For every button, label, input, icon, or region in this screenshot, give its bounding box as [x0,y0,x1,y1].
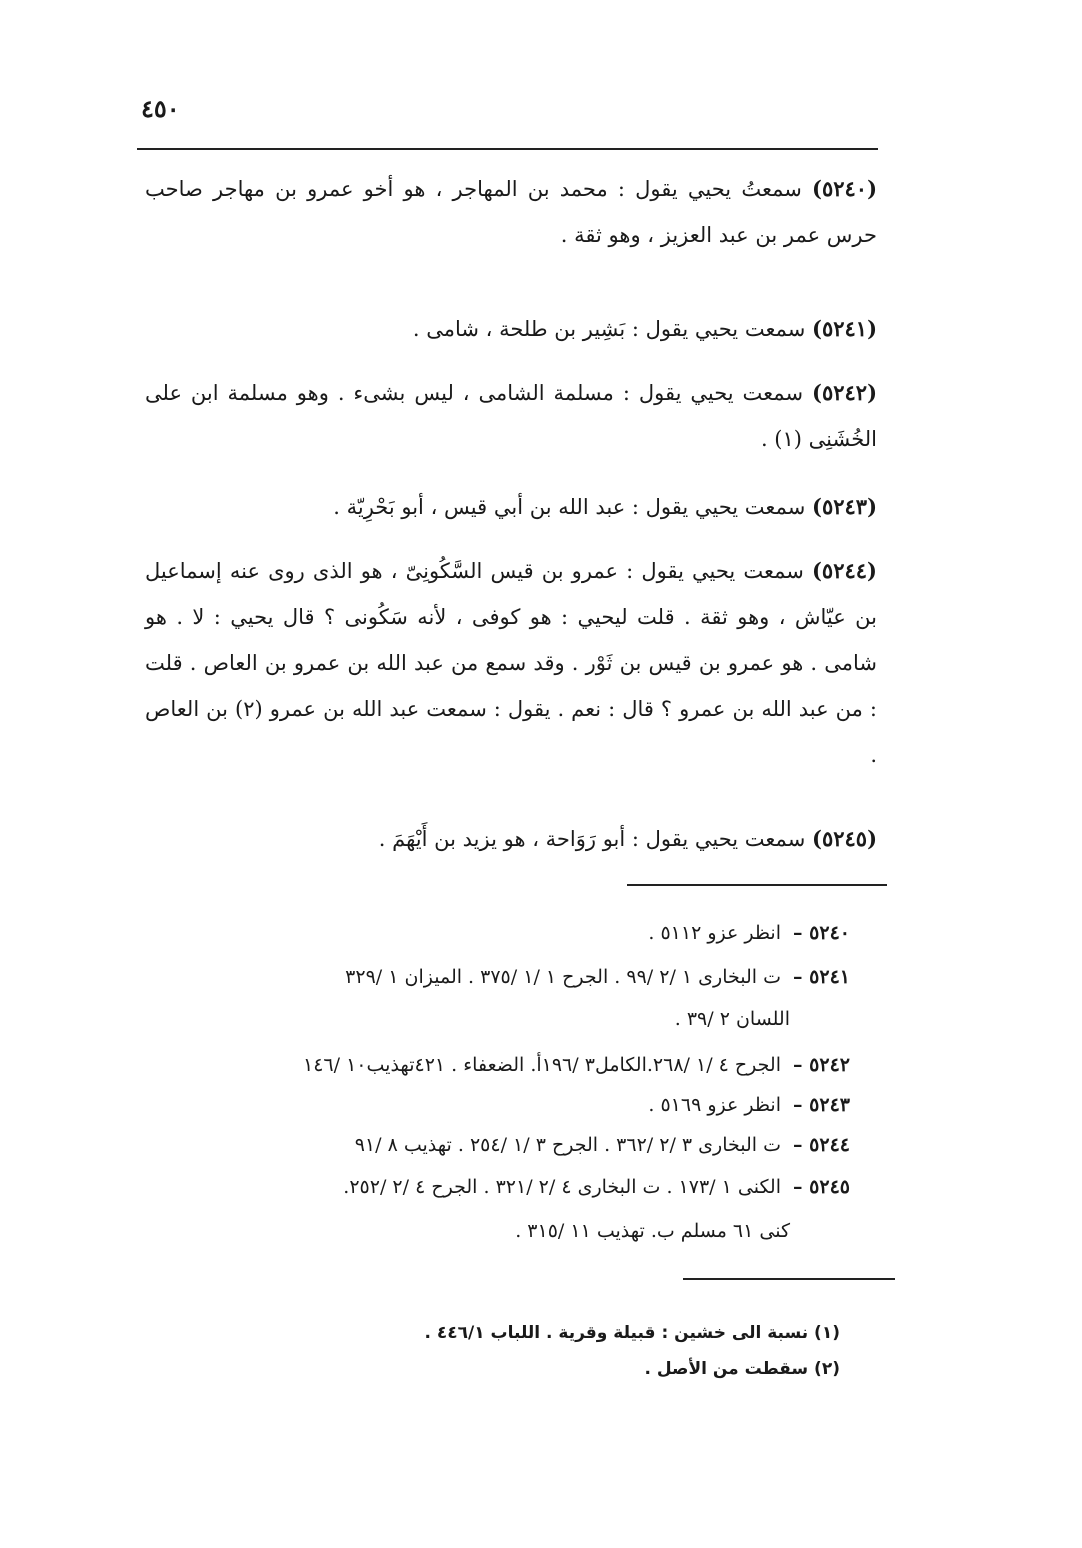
reference-5245 [150,1166,850,1208]
entry-5241 [145,306,877,352]
entry-number: (٥٢٤١) [812,316,877,341]
reference-5244 [150,1124,850,1166]
entry-number: (٥٢٤٠) [812,176,877,201]
entry-text: سمعتُ يحيي يقول : محمد بن المهاجر ، هو أخو عمرو بن مهاجر صاحب حرس عمر بن عبد العزيز ، وهو ثقة . [145,177,877,247]
footnote-2: (٢) سقطت من الأصل . [644,1359,840,1379]
entry-text: سمعت يحيي يقول : مسلمة الشامى ، ليس بشىء . وهو مسلمة ابن على الخُشَنِى (١) . [145,381,877,451]
entry-number: (٥٢٤٥) [812,826,877,851]
reference-text: انظر عزو ٥١٦٩ . [648,1094,781,1116]
entry-text: سمعت يحيي يقول : أبو رَوَاحة ، هو يزيد بن أَيْهَمَ . [378,827,806,851]
entry-5244 [145,548,877,778]
reference-5242 [150,1044,850,1086]
entry-5245 [145,816,877,862]
reference-number: ٥٢٤٠ – [793,922,850,944]
reference-5243 [150,1084,850,1126]
entry-5240 [145,166,877,258]
reference-text: الجرح ٤ /١ /٢٦٨.الكامل٣ /١٩٦أ. الضعفاء . ٤٢١تهذيب١٠ /١٤٦ [303,1054,781,1076]
reference-5241 [150,956,850,998]
reference-text: الكنى ١ /١٧٣ . ت البخارى ٤ /٢ /٣٢١ . الجرح ٤ /٢ /٢٥٢. [343,1176,781,1198]
reference-number: ٥٢٤٤ – [793,1134,850,1156]
reference-text: ت البخارى ٣ /٢ /٣٦٢ . الجرح ٣ /١ /٢٥٤ . تهذيب ٨ /٩١ [354,1134,781,1156]
reference-5245-continuation: كنى ٦١ مسلم ب. تهذيب ١١ /٣١٥ . [515,1220,790,1242]
footnote-1: (١) نسبة الى خشين : قبيلة وقرية . اللباب ٤٤٦/١ . [424,1323,840,1343]
reference-number: ٥٢٤١ – [793,966,850,988]
entry-text: سمعت يحيي يقول : عمرو بن قيس السَّكُونِىّ ، هو الذى روى عنه إسماعيل بن عيّاش ، وهو ثقة . قلت ليحيي : هو كوفى ، لأنه سَكُونى ؟ قال يحيي : لا . هو شامى . هو عمرو بن قيس بن ثَوْر . وقد سمع من عبد الله بن عمرو بن العاص . قلت : من عبد الله بن عمرو ؟ قال : نعم . يقول : سمعت عبد الله بن عمرو (٢) بن العاص . [145,559,877,767]
reference-text: انظر عزو ٥١١٢ . [648,922,781,944]
footnote-divider [683,1278,895,1280]
entry-text: سمعت يحيي يقول : عبد الله بن أبي قيس ، أبو بَحْرِيّة . [333,495,806,519]
entry-number: (٥٢٤٢) [812,380,877,405]
entry-5243 [145,484,877,530]
reference-number: ٥٢٤٣ – [793,1094,850,1116]
reference-number: ٥٢٤٢ – [793,1054,850,1076]
references-divider [627,884,887,886]
entry-number: (٥٢٤٤) [811,558,877,583]
entry-number: (٥٢٤٣) [812,494,877,519]
entry-5242 [145,370,877,462]
header-rule [137,148,878,150]
reference-5240 [150,912,850,954]
reference-number: ٥٢٤٥ – [793,1176,850,1198]
page-number: ٤٥٠ [141,94,180,123]
entry-text: سمعت يحيي يقول : بَشِير بن طلحة ، شامى . [412,317,806,341]
reference-5241-continuation: اللسان ٢ /٣٩ . [674,1008,790,1030]
reference-text: ت البخارى ١ /٢ /٩٩ . الجرح ١ /١ /٣٧٥ . الميزان ١ /٣٢٩ [345,966,781,988]
